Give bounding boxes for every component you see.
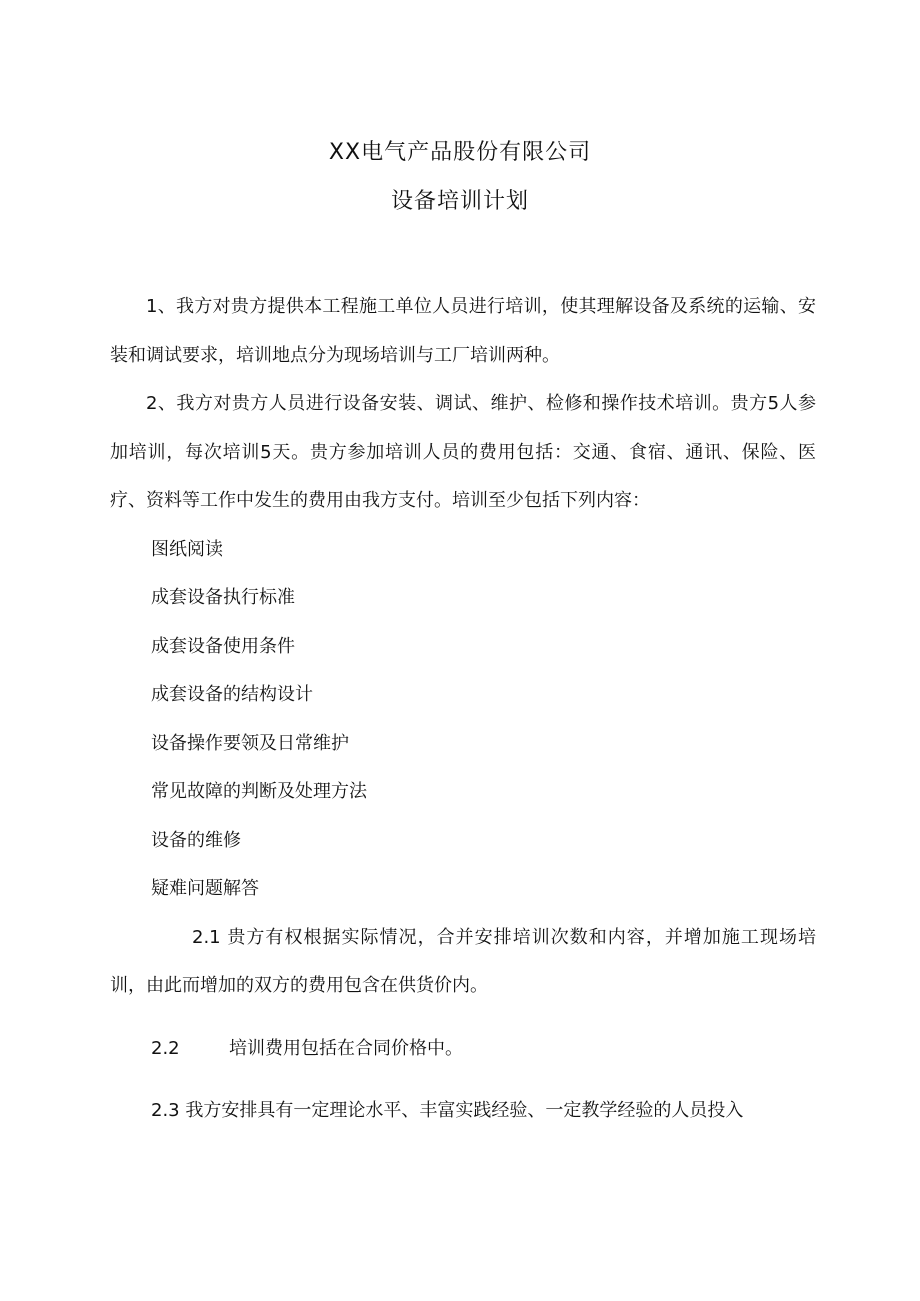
- clause-number: 2.1: [192, 926, 221, 948]
- clause-text: 培训费用包括在合同价格中。: [229, 1037, 463, 1059]
- list-item: 设备操作要领及日常维护: [151, 732, 349, 754]
- list-item: 成套设备执行标准: [151, 587, 295, 608]
- document-title: 设备培训计划: [390, 189, 529, 214]
- list-item: 成套设备使用条件: [151, 635, 295, 657]
- paragraph-2: 2、我方对贵方人员进行设备安装、调试、维护、检修和操作技术培训。贵方5人参加培训，每次培训5天。贵方参加培训人员的费用包括：交通、食宿、通讯、保险、医疗、资料等工作中发生的费用由我方支付。培训至少包括下列内容：: [110, 393, 816, 511]
- list-item: 成套设备的结构设计: [151, 684, 313, 705]
- clause-number: 2.3: [151, 1100, 180, 1121]
- training-content-list: [110, 526, 816, 914]
- list-item: 设备的维修: [151, 829, 241, 851]
- clause-2-1: [110, 914, 816, 1011]
- list-item: 图纸阅读: [151, 538, 223, 560]
- clause-2-3: [110, 1087, 816, 1136]
- clause-text: 贵方有权根据实际情况，合并安排培训次数和内容，并增加施工现场培训，由此而增加的双方的费用包含在供货价内。: [110, 926, 816, 996]
- paragraph-1: 1、我方对贵方提供本工程施工单位人员进行培训，使其理解设备及系统的运输、安装和调试要求，培训地点分为现场培训与工厂培训两种。: [110, 296, 816, 366]
- clause-2-2: [110, 1025, 816, 1074]
- clause-number: 2.2: [151, 1037, 180, 1059]
- clause-text: 我方安排具有一定理论水平、丰富实践经验、一定教学经验的人员投入: [185, 1100, 744, 1121]
- company-title: XX电气产品股份有限公司: [328, 140, 592, 165]
- list-item: 常见故障的判断及处理方法: [151, 781, 367, 802]
- document-body: [110, 283, 816, 1136]
- list-item: 疑难问题解答: [151, 878, 259, 899]
